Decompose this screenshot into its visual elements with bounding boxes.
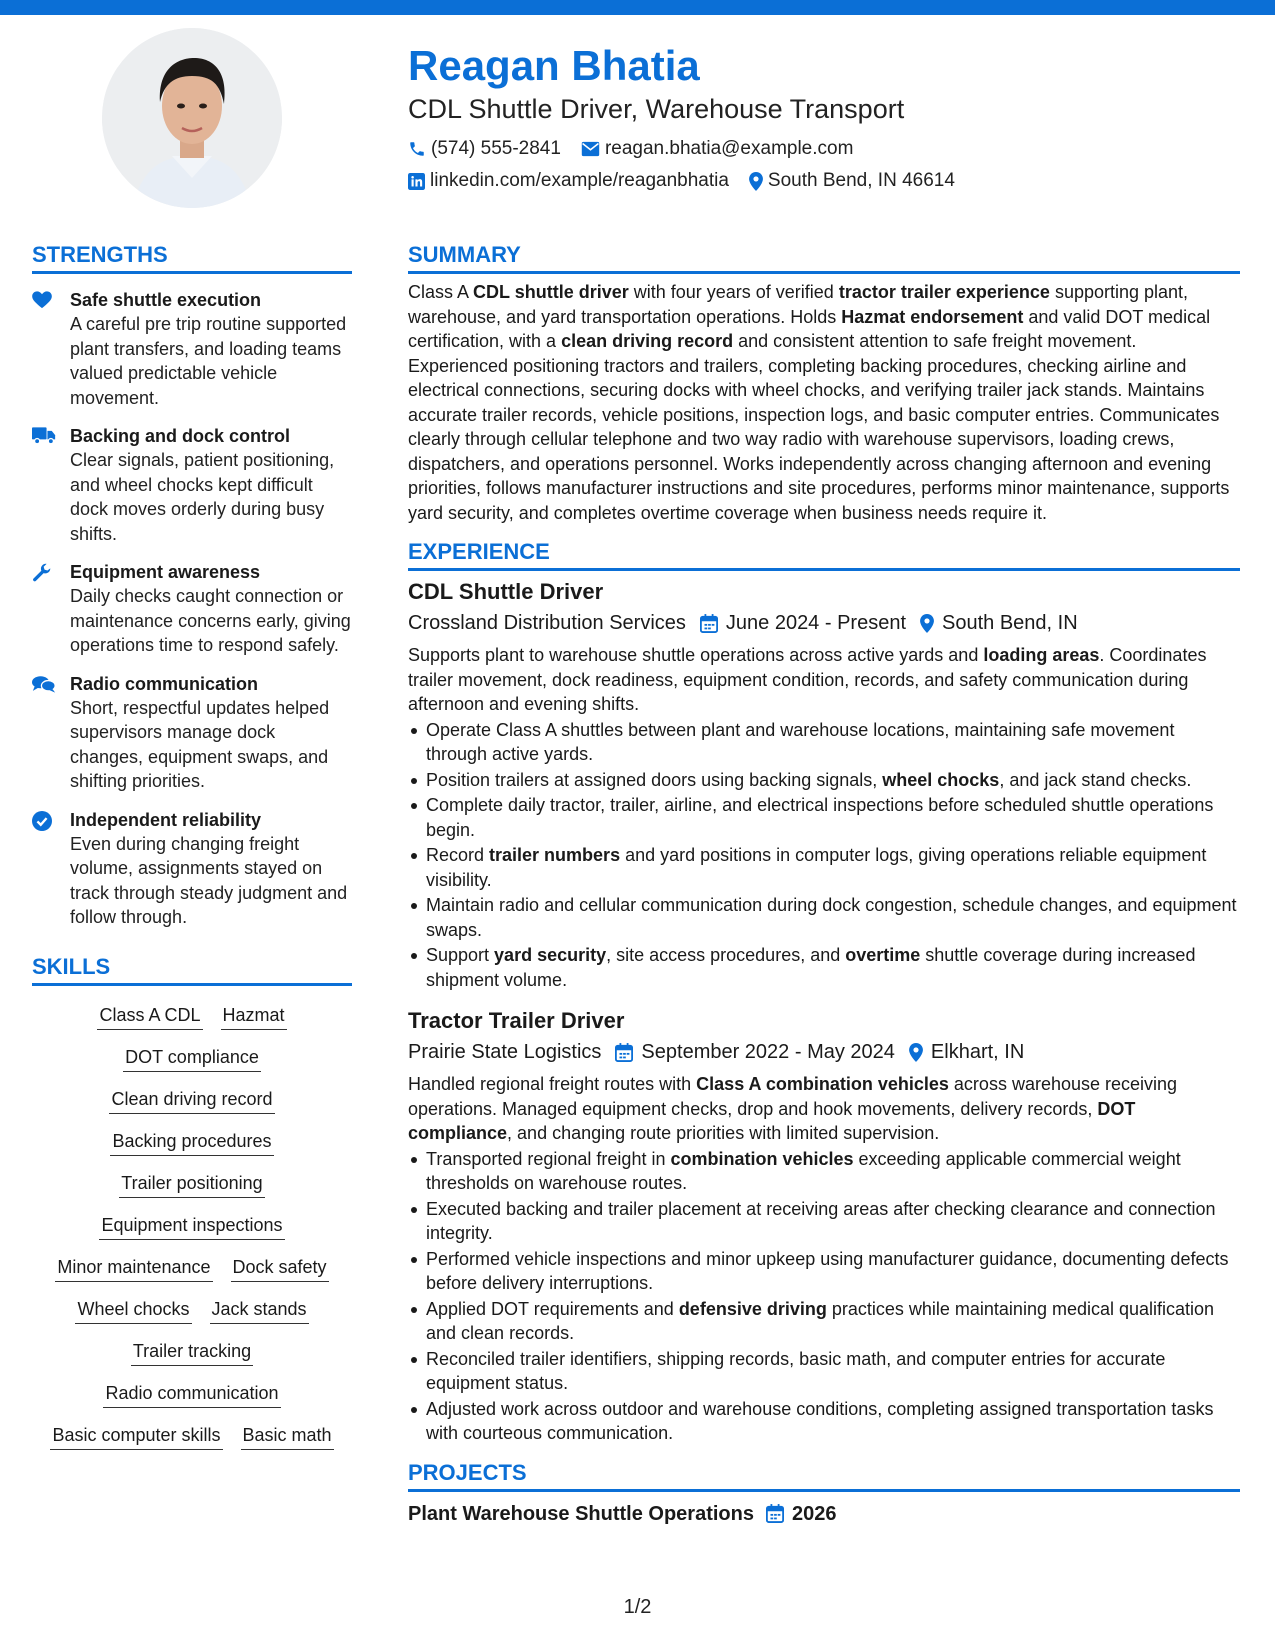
strength-desc: Even during changing freight volume, assignments stayed on track through steady judgment and follow through. xyxy=(70,833,348,927)
job-description xyxy=(408,1072,1240,1146)
job-dates xyxy=(615,1038,895,1066)
map-marker-icon xyxy=(909,1043,923,1062)
bold-text: loading areas xyxy=(983,645,1100,665)
text-segment: Record xyxy=(426,845,490,865)
top-accent-bar xyxy=(0,0,1275,15)
text-segment: Performed vehicle inspections and minor upkeep using manufacturer guidance, documenting defects before delivery interruptions. xyxy=(426,1248,1229,1293)
wrench-icon xyxy=(32,563,52,583)
truck-icon xyxy=(32,427,56,445)
text-segment: Support xyxy=(426,945,495,965)
job-dates-text: September 2022 - May 2024 xyxy=(641,1041,895,1063)
email-text: reagan.bhatia@example.com xyxy=(604,138,854,159)
text-segment: Maintain radio and cellular communication during dock congestion, schedule changes, and equipment swaps. xyxy=(426,895,1237,940)
bullet-item xyxy=(408,1247,1240,1296)
job-entry xyxy=(408,1006,1240,1446)
heart-icon xyxy=(32,291,52,309)
bold-text: Class A combination vehicles xyxy=(696,1074,949,1094)
text-segment: with four years of verified xyxy=(628,282,839,302)
left-column xyxy=(32,240,352,1464)
summary-text xyxy=(408,280,1240,525)
bold-text: tractor trailer experience xyxy=(838,282,1050,302)
bullet-item xyxy=(408,768,1240,793)
job-location xyxy=(909,1038,1024,1066)
text-segment: Complete daily tractor, trailer, airline, and electrical inspections before scheduled shuttle operations begin. xyxy=(426,795,1214,840)
text-segment: Handled regional freight routes with xyxy=(408,1074,697,1094)
skill-tag: Backing procedures xyxy=(110,1128,273,1156)
contact-phone[interactable] xyxy=(408,136,561,162)
text-segment: exceeding applicable commercial weight thresholds on warehouse routes. xyxy=(426,1148,1181,1193)
calendar-icon xyxy=(700,614,718,633)
strength-item xyxy=(32,424,352,546)
bullet-item xyxy=(408,1397,1240,1446)
job-bullets xyxy=(408,1147,1240,1446)
skill-row xyxy=(32,1044,352,1072)
comments-icon xyxy=(32,675,56,693)
skill-tag: Radio communication xyxy=(103,1380,280,1408)
skill-row xyxy=(32,1128,352,1156)
experience-heading: EXPERIENCE xyxy=(408,537,1240,571)
strength-item xyxy=(32,808,352,930)
job-company: Prairie State Logistics xyxy=(408,1041,602,1063)
skill-tag: Trailer tracking xyxy=(131,1338,253,1366)
bullet-item xyxy=(408,843,1240,892)
skill-tag: Jack stands xyxy=(210,1296,309,1324)
skill-row xyxy=(32,1254,352,1282)
bold-text: trailer numbers xyxy=(489,845,621,865)
text-segment: practices while maintaining medical qualification and clean records. xyxy=(426,1298,1215,1343)
text-segment: . Coordinates trailer movement, dock readiness, equipment condition, records, and safety communication during afternoon and evening shifts. xyxy=(408,645,1207,714)
bullet-item xyxy=(408,943,1240,992)
contact-email[interactable] xyxy=(581,136,853,162)
bullet-item xyxy=(408,793,1240,842)
bold-text: wheel chocks xyxy=(882,769,1000,790)
calendar-icon xyxy=(615,1043,633,1062)
text-segment: Reconciled trailer identifiers, shipping records, basic math, and computer entries for accurate equipment status. xyxy=(426,1348,1166,1393)
strength-title: Independent reliability xyxy=(70,809,262,830)
project-item xyxy=(408,1500,1240,1528)
strength-item xyxy=(32,672,352,794)
skill-row xyxy=(32,1170,352,1198)
bold-text: combination vehicles xyxy=(670,1148,854,1169)
summary-heading: SUMMARY xyxy=(408,240,1240,274)
check-circle-icon xyxy=(32,811,52,831)
skills-list xyxy=(32,1002,352,1450)
skill-tag: Wheel chocks xyxy=(75,1296,191,1324)
text-segment: Class A xyxy=(408,282,474,302)
text-segment: supporting plant, warehouse, and yard transportation operations. Holds xyxy=(408,282,1189,327)
bullet-item xyxy=(408,1297,1240,1346)
job-location-text: South Bend, IN xyxy=(942,612,1078,634)
bullet-item xyxy=(408,718,1240,767)
text-segment: across warehouse receiving operations. Managed equipment checks, drop and hook movements, delivery records, xyxy=(408,1074,1178,1119)
bold-text: defensive driving xyxy=(678,1298,827,1319)
bold-text: CDL shuttle driver xyxy=(473,282,629,302)
bold-text: Hazmat endorsement xyxy=(841,306,1024,327)
skill-tag: Basic math xyxy=(241,1422,334,1450)
job-company: Crossland Distribution Services xyxy=(408,612,686,634)
project-name: Plant Warehouse Shuttle Operations xyxy=(408,1502,754,1525)
strength-desc: Short, respectful updates helped supervisors manage dock changes, equipment swaps, and shifting priorities. xyxy=(70,697,330,791)
skill-tag: Minor maintenance xyxy=(55,1254,212,1282)
text-segment: Position trailers at assigned doors using backing signals, xyxy=(426,769,883,790)
contact-row-2 xyxy=(408,168,1238,194)
envelope-icon xyxy=(581,141,600,157)
text-segment: and yard positions in computer logs, giving operations reliable equipment visibility. xyxy=(426,845,1207,890)
text-segment: Executed backing and trailer placement at receiving areas after checking clearance and connection integrity. xyxy=(426,1198,1216,1243)
project-date: 2026 xyxy=(791,1502,837,1525)
skill-row xyxy=(32,1086,352,1114)
bullet-item xyxy=(408,893,1240,942)
strength-title: Safe shuttle execution xyxy=(70,290,262,310)
job-location xyxy=(920,609,1078,637)
skill-tag: Equipment inspections xyxy=(99,1212,284,1240)
linkedin-text: linkedin.com/example/reaganbhatia xyxy=(430,170,729,191)
job-description xyxy=(408,643,1240,717)
skill-tag: DOT compliance xyxy=(123,1044,261,1072)
skill-row xyxy=(32,1422,352,1450)
profile-photo xyxy=(102,28,282,208)
strength-item xyxy=(32,288,352,410)
bullet-item xyxy=(408,1347,1240,1396)
job-meta xyxy=(408,609,1240,637)
job-title: CDL Shuttle Driver xyxy=(408,579,604,604)
skill-tag: Clean driving record xyxy=(109,1086,274,1114)
skill-tag: Hazmat xyxy=(221,1002,287,1030)
job-dates-text: June 2024 - Present xyxy=(725,612,907,634)
strength-item xyxy=(32,560,352,658)
skill-tag: Dock safety xyxy=(231,1254,329,1282)
job-bullets xyxy=(408,718,1240,993)
skill-row xyxy=(32,1212,352,1240)
job-location-text: Elkhart, IN xyxy=(930,1041,1025,1063)
bold-text: DOT compliance xyxy=(408,1098,1136,1143)
resume-header xyxy=(408,40,1238,194)
bold-text: overtime xyxy=(845,945,921,965)
job-meta xyxy=(408,1038,1240,1066)
skill-row xyxy=(32,1338,352,1366)
page-number: 1/2 xyxy=(623,1596,652,1618)
job-dates xyxy=(700,609,906,637)
job-entry xyxy=(408,577,1240,992)
strength-title: Equipment awareness xyxy=(70,562,261,582)
map-marker-icon xyxy=(920,614,934,633)
job-title: Tractor Trailer Driver xyxy=(408,1008,625,1033)
text-segment: , site access procedures, and xyxy=(606,945,846,965)
projects-heading: PROJECTS xyxy=(408,1458,1240,1492)
calendar-icon xyxy=(766,1504,784,1523)
text-segment: shuttle coverage during increased shipment volume. xyxy=(426,945,1196,990)
contact-row-1 xyxy=(408,136,1238,162)
candidate-title: CDL Shuttle Driver, Warehouse Transport xyxy=(408,94,905,124)
strength-title: Backing and dock control xyxy=(70,426,291,446)
skill-row xyxy=(32,1296,352,1324)
skill-tag: Basic computer skills xyxy=(50,1422,222,1450)
text-segment: Supports plant to warehouse shuttle operations across active yards and xyxy=(408,645,984,665)
skill-tag: Class A CDL xyxy=(97,1002,202,1030)
strengths-heading: STRENGTHS xyxy=(32,240,352,274)
phone-text: (574) 555-2841 xyxy=(431,138,561,159)
skill-tag: Trailer positioning xyxy=(119,1170,264,1198)
text-segment: and consistent attention to safe freight movement. Experienced positioning tractors and trailers, completing backing procedures, checking airline and electrical connections, securing docks with wheel chocks, and verifying trailer jack stands. Maintains accurate trailer records, vehicle positions, inspection logs, and basic computer entries. Communicates clearly through cellular telephone and two way radio with warehouse supervisors, loading crews, dispatchers, and operations personnel. Works independently across changing afternoon and evening priorities, follows manufacturer instructions and site procedures, performs minor maintenance, supports yard security, and completes overtime coverage when business needs require it. xyxy=(408,331,1230,523)
contact-linkedin[interactable] xyxy=(408,168,729,194)
strength-title: Radio communication xyxy=(70,673,259,694)
location-text: South Bend, IN 46614 xyxy=(767,170,955,191)
skills-heading: SKILLS xyxy=(32,952,352,986)
text-segment: Transported regional freight in xyxy=(426,1148,671,1169)
text-segment: Adjusted work across outdoor and warehouse conditions, completing assigned transportation tasks with courteous communication. xyxy=(426,1398,1214,1443)
contact-location xyxy=(749,168,955,194)
text-segment: Applied DOT requirements and xyxy=(426,1298,679,1319)
bullet-item xyxy=(408,1197,1240,1246)
phone-icon xyxy=(408,140,426,158)
text-segment: Operate Class A shuttles between plant and warehouse locations, maintaining safe movement through active yards. xyxy=(426,719,1175,764)
bullet-item xyxy=(408,1147,1240,1196)
bold-text: clean driving record xyxy=(561,331,734,351)
bold-text: yard security xyxy=(494,945,607,965)
skill-row xyxy=(32,1380,352,1408)
text-segment: , and changing route priorities with limited supervision. xyxy=(507,1123,940,1143)
right-column xyxy=(408,240,1240,1528)
strength-desc: Daily checks caught connection or maintenance concerns early, giving operations time to respond safely. xyxy=(70,586,351,655)
text-segment: and valid DOT medical certification, with a xyxy=(408,306,1211,351)
text-segment: , and jack stand checks. xyxy=(999,769,1192,790)
linkedin-icon xyxy=(408,173,425,190)
skill-row xyxy=(32,1002,352,1030)
strength-desc: A careful pre trip routine supported plant transfers, and loading teams valued predictable vehicle movement. xyxy=(70,314,347,408)
map-marker-icon xyxy=(749,172,763,191)
candidate-name: Reagan Bhatia xyxy=(408,42,700,89)
strength-desc: Clear signals, patient positioning, and wheel chocks kept difficult dock moves orderly during busy shifts. xyxy=(70,450,335,544)
